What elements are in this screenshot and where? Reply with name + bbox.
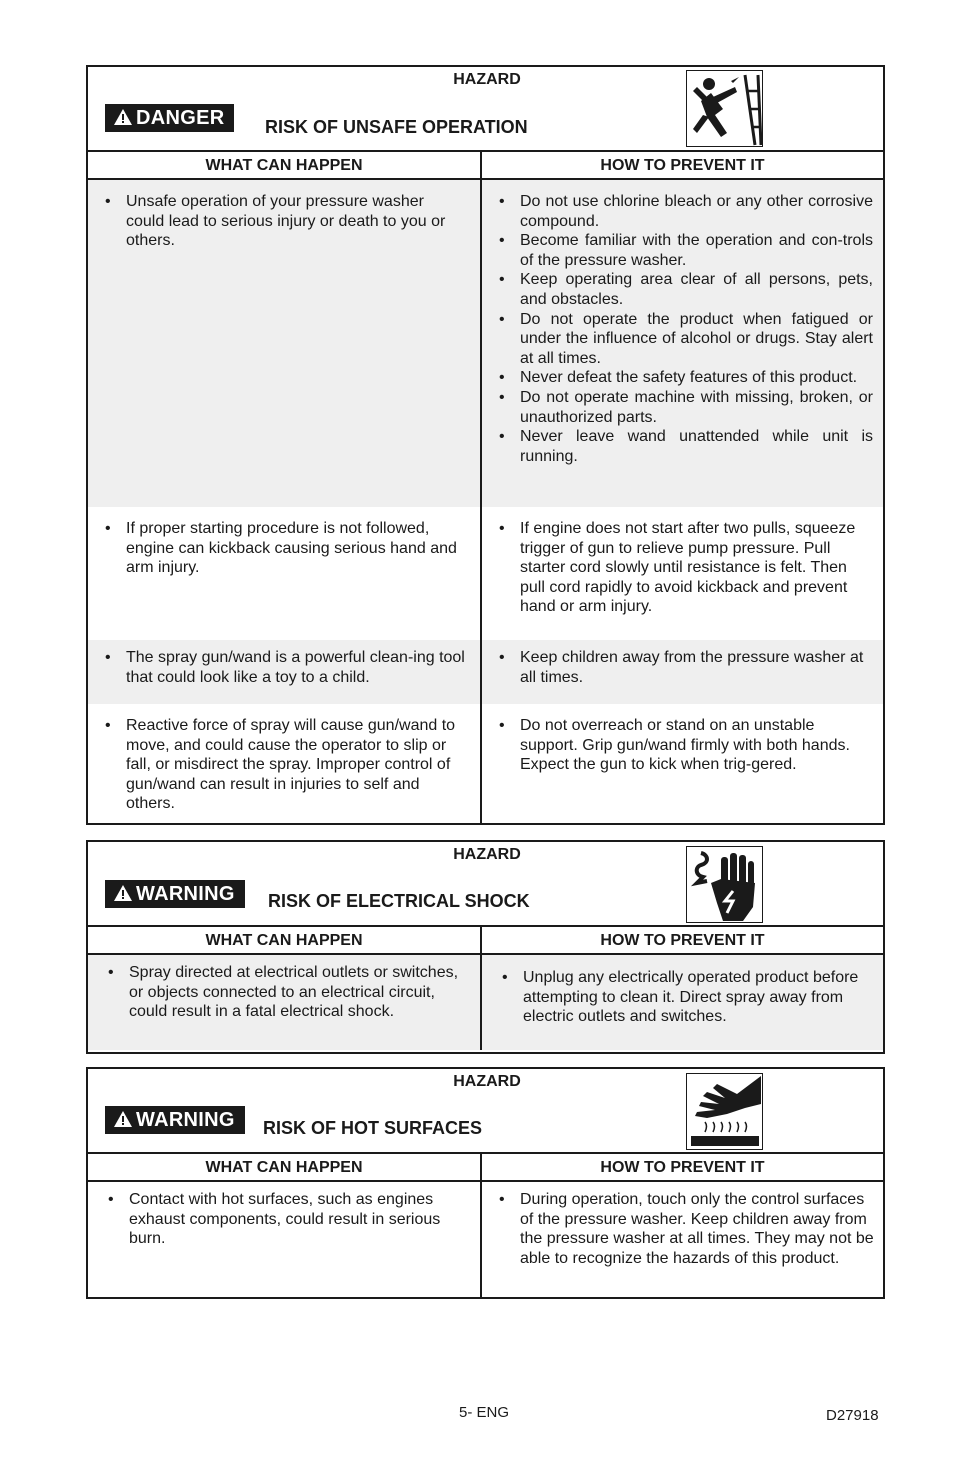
table-row bbox=[88, 180, 883, 507]
list-item: • Do not operate machine with missing, broken, or unauthorized parts. bbox=[498, 388, 873, 427]
column-headers bbox=[88, 152, 883, 180]
hazard-header bbox=[88, 67, 883, 152]
danger-badge bbox=[105, 104, 234, 132]
signal-word: DANGER bbox=[136, 107, 225, 129]
column-headers bbox=[88, 1154, 883, 1182]
risk-title: RISK OF UNSAFE OPERATION bbox=[265, 117, 528, 137]
list-item: • During operation, touch only the control surfaces of the pressure washer. Keep children away from the pressure washer at all times. They may not be able to recognize the hazards of this product. bbox=[498, 1190, 875, 1268]
table-row bbox=[88, 704, 883, 823]
list-item: • Do not overreach or stand on an unstable support. Grip gun/wand firmly with both hands. Expect the gun to kick when trig-gered. bbox=[498, 716, 873, 775]
hazard-label: HAZARD bbox=[453, 1073, 521, 1090]
list-item: • Keep children away from the pressure washer at all times. bbox=[498, 648, 873, 687]
alert-triangle-icon bbox=[113, 108, 133, 126]
col-what-can-happen: WHAT CAN HAPPEN bbox=[88, 152, 482, 178]
alert-triangle-icon bbox=[113, 1110, 133, 1128]
hazard-label: HAZARD bbox=[453, 71, 521, 88]
alert-triangle-icon bbox=[113, 884, 133, 902]
page-number: 5- ENG bbox=[459, 1404, 510, 1421]
col-how-to-prevent: HOW TO PREVENT IT bbox=[600, 157, 765, 174]
list-item: • Do not use chlorine bleach or any other corrosive compound. bbox=[498, 192, 873, 231]
table-row bbox=[88, 1182, 883, 1297]
list-item: • Contact with hot surfaces, such as engines exhaust components, could result in serious burn. bbox=[107, 1190, 466, 1249]
risk-title: RISK OF HOT SURFACES bbox=[263, 1118, 483, 1138]
hazard-table-hot-surfaces bbox=[86, 1067, 885, 1299]
list-item: • If proper starting procedure is not followed, engine can kickback causing serious hand and arm injury. bbox=[104, 519, 466, 578]
list-item: • Do not operate the product when fatigued or under the influence of alcohol or drugs. Stay alert at all times. bbox=[498, 310, 873, 369]
col-how-to-prevent: HOW TO PREVENT IT bbox=[600, 932, 765, 949]
hazard-table-unsafe-operation bbox=[86, 65, 885, 825]
list-item: • Never leave wand unattended while unit is running. bbox=[498, 427, 873, 466]
signal-word: WARNING bbox=[136, 883, 235, 905]
list-item: • Unplug any electrically operated product before attempting to clean it. Direct spray away from electric outlets and switches. bbox=[501, 968, 873, 1027]
list-item: • Become familiar with the operation and con-trols of the pressure washer. bbox=[498, 231, 873, 270]
col-how-to-prevent: HOW TO PREVENT IT bbox=[600, 1159, 765, 1176]
table-row bbox=[88, 640, 883, 704]
list-item: • Spray directed at electrical outlets or switches, or objects connected to an electrical circuit, could result in a fatal electrical shock. bbox=[107, 963, 466, 1022]
hazard-header bbox=[88, 1069, 883, 1154]
warning-badge bbox=[105, 1106, 245, 1134]
list-item: • Never defeat the safety features of this product. bbox=[498, 368, 873, 388]
list-item: • If engine does not start after two pulls, squeeze trigger of gun to relieve pump pressure. Pull starter cord slowly until resistance is felt. Then pull cord rapidly to avoid kickback and prevent hand or arm injury. bbox=[498, 519, 873, 617]
person-slipping-ladder-icon bbox=[686, 70, 763, 147]
table-row bbox=[88, 507, 883, 640]
list-item: • The spray gun/wand is a powerful clean-ing tool that could look like a toy to a child. bbox=[104, 648, 466, 687]
risk-title: RISK OF ELECTRICAL SHOCK bbox=[268, 891, 530, 911]
column-headers bbox=[88, 927, 883, 955]
hot-surface-hand-icon bbox=[686, 1073, 763, 1150]
hazard-label: HAZARD bbox=[453, 846, 521, 863]
warning-badge bbox=[105, 880, 245, 908]
electric-shock-hand-icon bbox=[686, 846, 763, 923]
list-item: • Unsafe operation of your pressure washer could lead to serious injury or death to you or others. bbox=[104, 192, 466, 251]
col-what-can-happen: WHAT CAN HAPPEN bbox=[88, 1154, 482, 1180]
col-what-can-happen: WHAT CAN HAPPEN bbox=[88, 927, 482, 953]
signal-word: WARNING bbox=[136, 1109, 235, 1131]
hazard-table-electrical-shock bbox=[86, 840, 885, 1054]
list-item: • Keep operating area clear of all persons, pets, and obstacles. bbox=[498, 270, 873, 309]
list-item: • Reactive force of spray will cause gun/wand to move, and could cause the operator to slip or fall, or misdirect the spray. Improper control of gun/wand can result in injuries to self and others. bbox=[104, 716, 466, 814]
table-row bbox=[88, 955, 883, 1050]
hazard-header bbox=[88, 842, 883, 927]
document-code: D27918 bbox=[826, 1407, 879, 1424]
